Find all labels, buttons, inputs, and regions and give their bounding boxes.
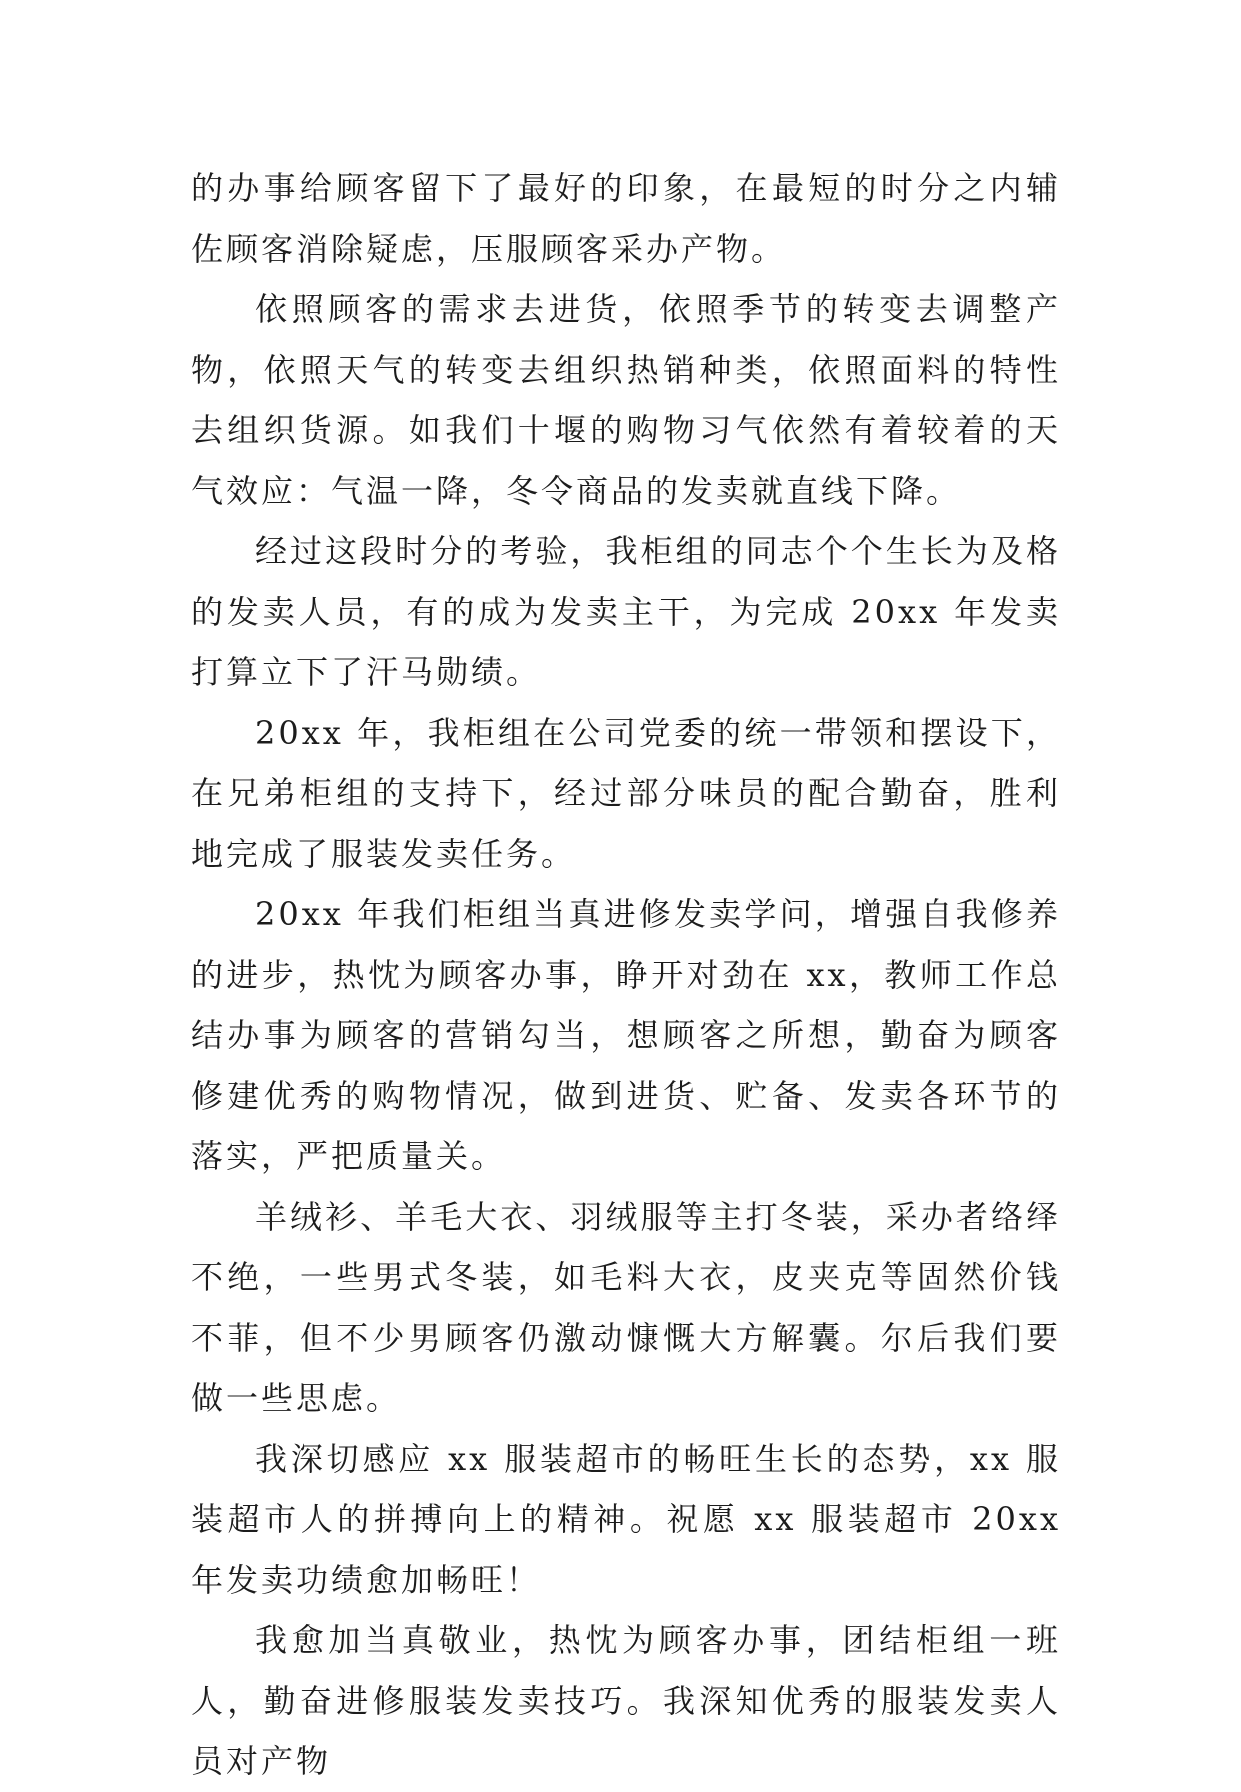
paragraph-4: 20xx 年，我柜组在公司党委的统一带领和摆设下，在兄弟柜组的支持下，经过部分味员的配合勤奋，胜利地完成了服装发卖任务。 xyxy=(191,713,1061,873)
paragraph-3: 经过这段时分的考验，我柜组的同志个个生长为及格的发卖人员，有的成为发卖主干，为完成 20xx 年发卖打算立下了汗马勋绩。 xyxy=(191,532,1061,691)
document-body xyxy=(191,158,1061,1792)
paragraph-1: 的办事给顾客留下了最好的印象，在最短的时分之内辅佐顾客消除疑虑，压服顾客采办产物。 xyxy=(191,169,1061,268)
paragraph-6: 羊绒衫、羊毛大衣、羽绒服等主打冬装，采办者络绎不绝，一些男式冬装，如毛料大衣，皮夹克等固然价钱不菲，但不少男顾客仍激动慷慨大方解囊。尔后我们要做一些思虑。 xyxy=(191,1197,1061,1417)
paragraph-7: 我深切感应 xx 服装超市的畅旺生长的态势，xx 服装超市人的拼搏向上的精神。祝愿 xx 服装超市 20xx 年发卖功绩愈加畅旺！ xyxy=(191,1439,1061,1599)
paragraph-5: 20xx 年我们柜组当真进修发卖学问，增强自我修养的进步，热忱为顾客办事，睁开对劲在 xx，教师工作总结办事为顾客的营销勾当，想顾客之所想，勤奋为顾客修建优秀的购物情况，做到进货、贮备、发卖各环节的落实，严把质量关。 xyxy=(191,895,1061,1175)
paragraph-2: 依照顾客的需求去进货，依照季节的转变去调整产物，依照天气的转变去组织热销种类，依照面料的特性去组织货源。如我们十堰的购物习气依然有着较着的天气效应：气温一降，冬令商品的发卖就直线下降。 xyxy=(191,290,1061,510)
paragraph-8: 我愈加当真敬业，热忱为顾客办事，团结柜组一班人，勤奋进修服装发卖技巧。我深知优秀的服装发卖人员对产物 xyxy=(191,1621,1061,1780)
